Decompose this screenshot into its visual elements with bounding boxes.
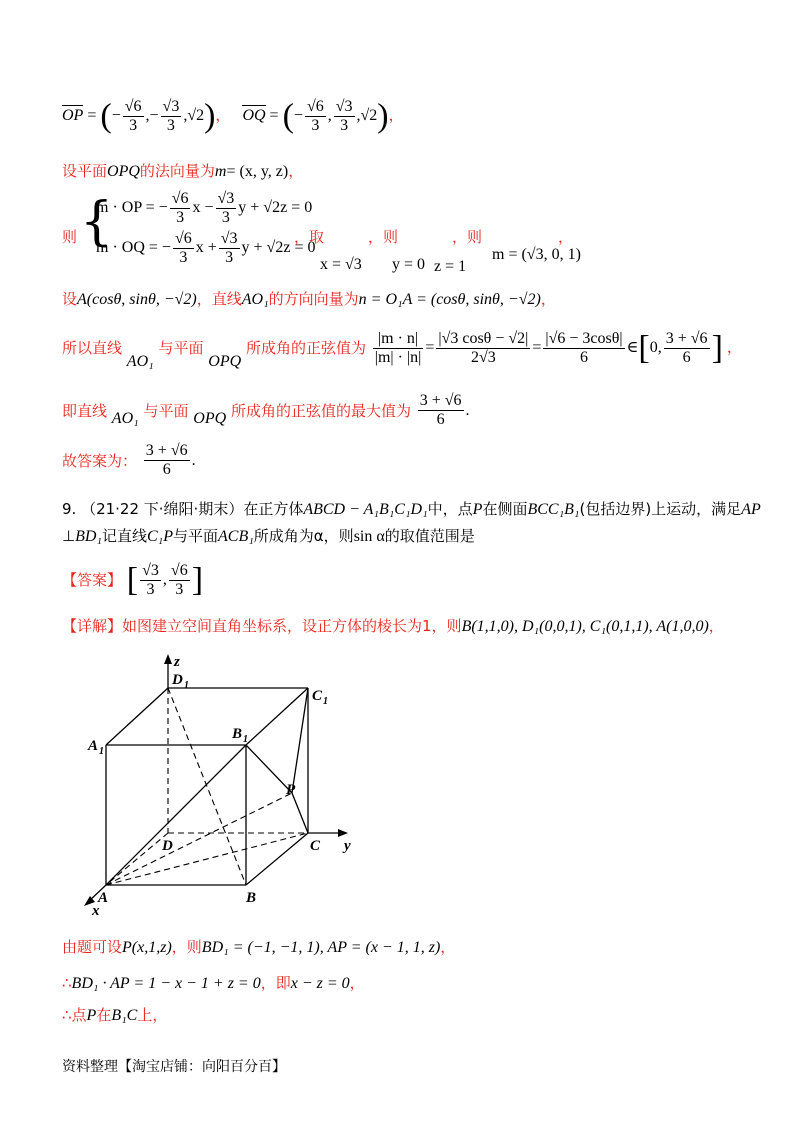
sine-value-line: 所以直线 AO₁ 与平面 OPQ 所成角的正弦值为 $\frac{|m \cdot n|}{|m| \cdot |n|}$ = $\frac{|√3 \cos\theta - √2|}{2√3}$ = $\frac{|√6 - 3\cos\theta|}{6}$ ∈[0, $\frac{3 + √6}{6}$ ] ， <box>62 329 742 371</box>
cube-figure <box>80 650 370 920</box>
label-x: x <box>92 903 100 919</box>
detail-line: 【详解】如图建立空间直角坐标系，设正方体的棱长为1，则B(1,1,0), D₁(0,0,1), C₁(0,1,1), A(1,0,0)， <box>62 617 724 635</box>
equation-2: m · OQ = − $\frac{√6}{3}$ x + $\frac{√3}{3}$ y + √2z = 0 <box>96 230 316 266</box>
label-d1: D <box>172 672 183 688</box>
equation-system: 则 { m · OP = − $\frac{√6}{3}$ x − $\frac{√3}{3}$ y + √2z = 0 m · OQ = − $\frac{√6}{3}$ x + $\frac{√3}{3}$ y + √2z = 0 ，取 x = √3 ，则 y = 0 ，则 z = 1 m = (√3, 0, 1) ， <box>62 190 581 275</box>
label-b1: B <box>232 726 243 742</box>
label-y: y <box>344 838 351 854</box>
normal-vector-line: 设平面OPQ的法向量为m= (x, y, z)， <box>62 162 304 180</box>
label-a1: A <box>88 738 99 754</box>
svg-text:1: 1 <box>184 680 189 691</box>
edge-b-c <box>246 833 308 885</box>
label-p: P <box>286 782 296 798</box>
answer-label: 【答案】 <box>62 571 123 590</box>
max-value-line: 即直线 AO₁ 与平面 OPQ 所成角的正弦值的最大值为 $\frac{3 + √6}{6}$ . <box>62 392 470 428</box>
label-z: z <box>174 654 180 670</box>
y-arrow-icon <box>338 829 348 837</box>
point-a-line: 设A(cosθ, sinθ, −√2)，直线AO₁的方向向量为n = O₁A = (cosθ, sinθ, −√2)， <box>62 290 556 308</box>
z-arrow-icon <box>164 654 172 664</box>
line-p-c <box>292 793 308 833</box>
svg-text:1: 1 <box>243 734 248 745</box>
set-p-line: 由题可设P(x,1,z)，则BD₁ = (−1, −1, 1), AP = (x − 1, 1, z)， <box>62 938 456 956</box>
detail-label: 【详解】 <box>62 617 123 635</box>
label-b: B <box>246 890 257 906</box>
line-a-b1 <box>106 745 246 885</box>
op-label: OP <box>62 107 84 125</box>
oq-label: OQ <box>242 107 266 125</box>
answer-block: 【答案】 [ $\frac{√3}{3}$ , $\frac{√6}{3}$ ] <box>62 561 204 599</box>
footer-text: 资料整理【淘宝店铺：向阳百分百】 <box>62 1059 286 1075</box>
equation-1: m · OP = − $\frac{√6}{3}$ x − $\frac{√3}{3}$ y + √2z = 0 <box>96 190 313 226</box>
vector-op-oq-line: OP = (− $\frac{√6}{3}$ ,− $\frac{√3}{3}$ ,√2)， OQ = (− $\frac{√6}{3}$ , $\frac{√3}{3}$ ,√2)， <box>62 97 404 135</box>
question-9: 9. （21·22 下·绵阳·期末）在正方体ABCD − A₁B₁C₁D₁中，点P在侧面BCC₁B₁(包括边界)上运动，满足AP ⊥BD₁记直线C₁P与平面ACB₁所成角为α，则sin α的取值范围是 <box>62 500 761 545</box>
label-c: C <box>310 838 321 854</box>
label-c1: C <box>312 688 323 704</box>
edge-b1-c1 <box>246 688 308 745</box>
answer-line: 故答案为： $\frac{3 + √6}{6}$ . <box>62 442 196 478</box>
label-d: D <box>162 838 173 854</box>
edge-a1-d1 <box>106 688 168 745</box>
label-a: A <box>98 890 109 906</box>
line-c1-p <box>292 688 308 793</box>
dot-product-line: ∴BD₁ · AP = 1 − x − 1 + z = 0，即x − z = 0， <box>62 974 365 992</box>
svg-text:1: 1 <box>99 746 104 757</box>
hidden-line-a-p <box>106 793 292 885</box>
p-on-b1c-line: ∴点P在B₁C上， <box>62 1006 168 1024</box>
hidden-line-d1-b <box>168 688 246 885</box>
svg-text:1: 1 <box>323 696 328 707</box>
